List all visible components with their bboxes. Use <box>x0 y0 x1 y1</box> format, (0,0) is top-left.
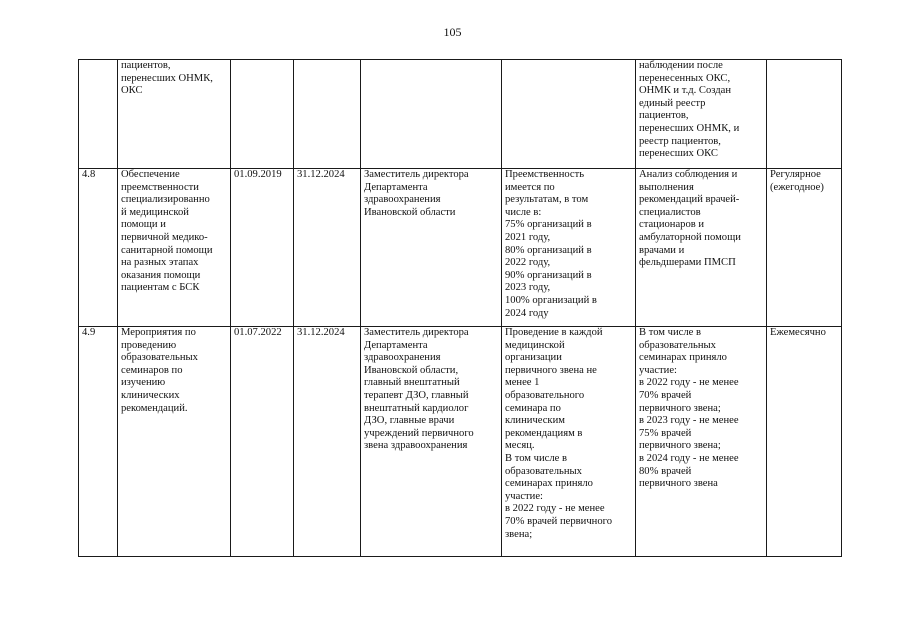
table-row-continued <box>79 60 842 169</box>
cell-number: 4.8 <box>79 169 118 327</box>
cell-end-date <box>294 60 361 169</box>
cell-number: 4.9 <box>79 327 118 557</box>
measures-table <box>78 59 842 557</box>
cell-measure-name: Обеспечение преемственности специализированно й медицинской помощи и первичной медико- санитарной помощи на разных этапах оказания помощи пациентам с БСК <box>118 169 231 327</box>
cell-result: наблюдении после перенесенных ОКС, ОНМК и т.д. Создан единый реестр пациентов, перенесших ОНМК, и реестр пациентов, перенесших ОКС <box>636 60 767 169</box>
cell-measure-name: пациентов, перенесших ОНМК, ОКС <box>118 60 231 169</box>
table-row-4-9 <box>79 327 842 557</box>
cell-indicator: Преемственность имеется по результатам, в том числе в: 75% организаций в 2021 году, 80% организаций в 2022 году, 90% организаций в 2023 году, 100% организаций в 2024 году <box>502 169 636 327</box>
cell-measure-name: Мероприятия по проведению образовательных семинаров по изучению клинических рекомендаций. <box>118 327 231 557</box>
cell-end-date: 31.12.2024 <box>294 169 361 327</box>
cell-start-date: 01.07.2022 <box>231 327 294 557</box>
cell-start-date <box>231 60 294 169</box>
cell-periodicity <box>767 60 842 169</box>
cell-result: Анализ соблюдения и выполнения рекомендаций врачей- специалистов стационаров и амбулаторной помощи врачами и фельдшерами ПМСП <box>636 169 767 327</box>
table-row-4-8 <box>79 169 842 327</box>
cell-end-date: 31.12.2024 <box>294 327 361 557</box>
cell-responsible: Заместитель директора Департамента здравоохранения Ивановской области, главный внештатный терапевт ДЗО, главный внештатный кардиолог ДЗО, главные врачи учреждений первичного звена здравоохранения <box>361 327 502 557</box>
cell-periodicity: Ежемесячно <box>767 327 842 557</box>
cell-start-date: 01.09.2019 <box>231 169 294 327</box>
cell-periodicity: Регулярное (ежегодное) <box>767 169 842 327</box>
cell-indicator: Проведение в каждой медицинской организации первичного звена не менее 1 образовательного семинара по клиническим рекомендациям в месяц. В том числе в образовательных семинарах приняло участие: в 2022 году - не менее 70% врачей первичного звена; <box>502 327 636 557</box>
cell-responsible: Заместитель директора Департамента здравоохранения Ивановской области <box>361 169 502 327</box>
cell-result: В том числе в образовательных семинарах приняло участие: в 2022 году - не менее 70% врачей первичного звена; в 2023 году - не менее 75% врачей первичного звена; в 2024 году - не менее 80% врачей первичного звена <box>636 327 767 557</box>
page-number: 105 <box>443 25 462 39</box>
cell-indicator <box>502 60 636 169</box>
cell-number <box>79 60 118 169</box>
cell-responsible <box>361 60 502 169</box>
